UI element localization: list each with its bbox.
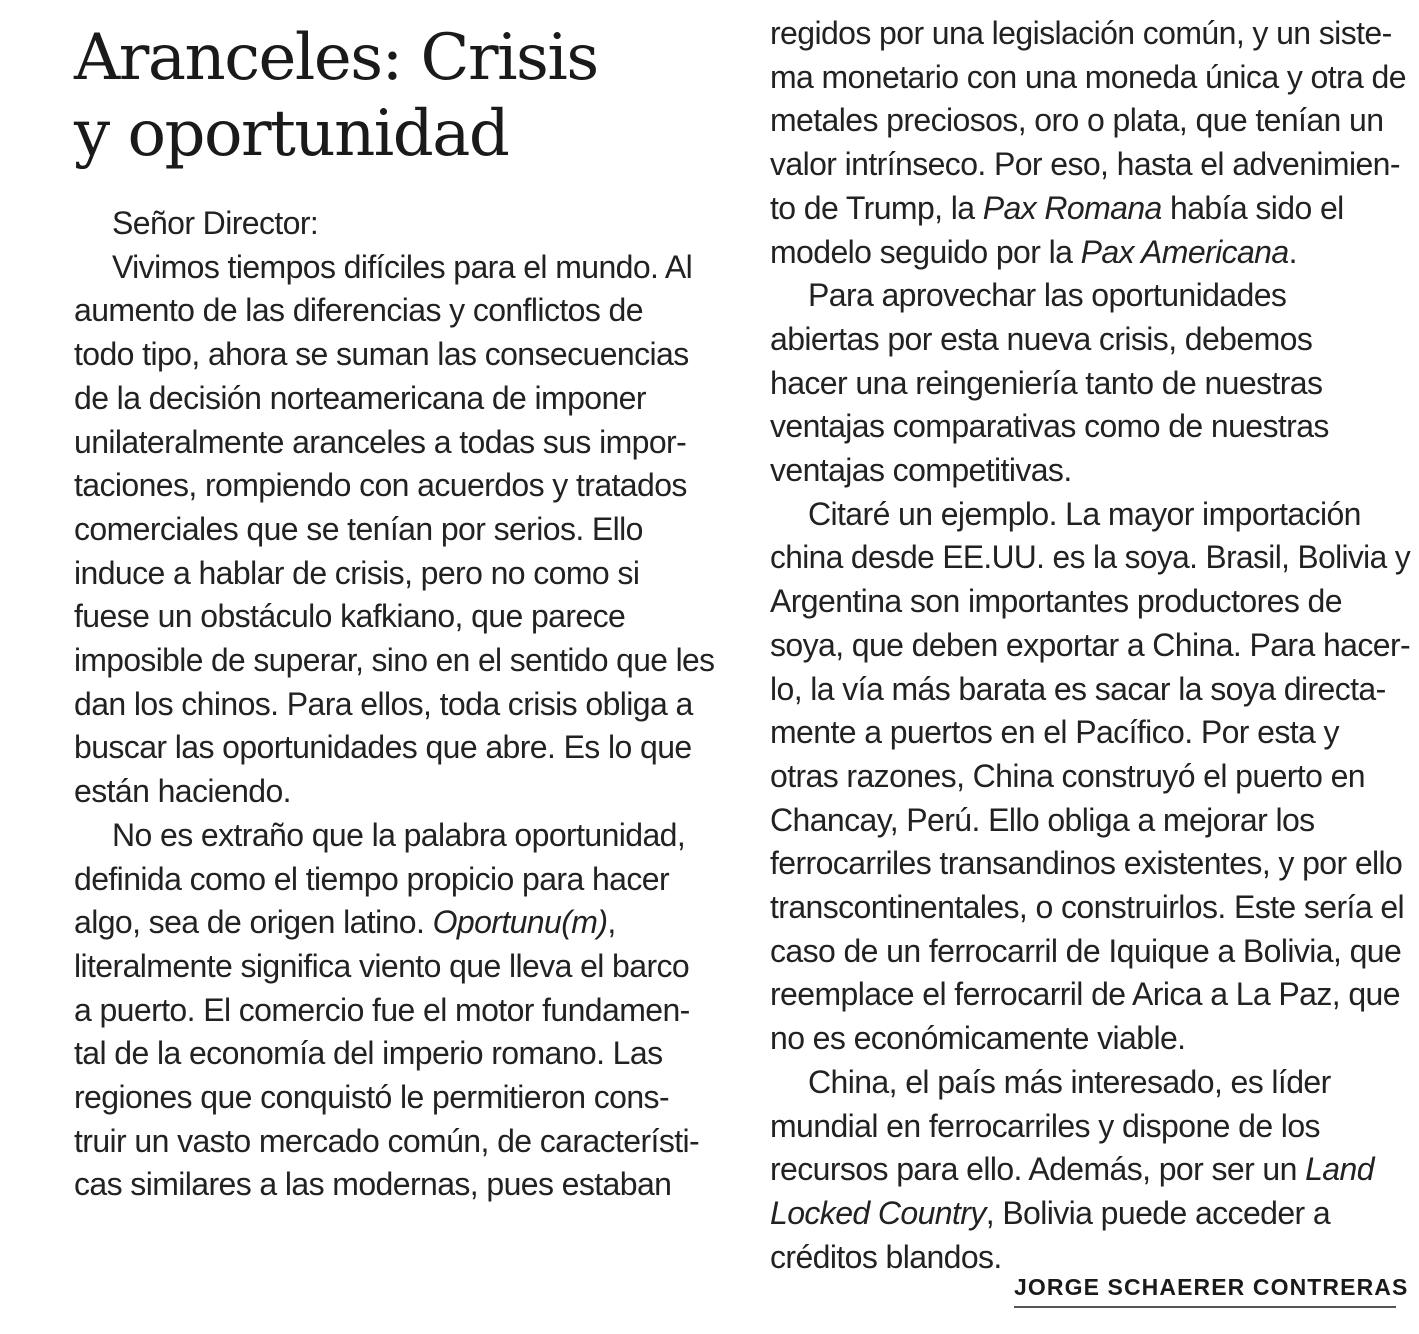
body-text-segment: otras razones, China construyó el puerto en xyxy=(770,757,1365,794)
body-text-segment: de la decisión norteamericana de imponer xyxy=(74,379,646,416)
body-text-line xyxy=(74,989,714,1033)
body-text-segment: Para aprovechar las oportunidades xyxy=(808,277,1287,314)
body-text-segment: fuese un obstáculo kafkiano, que parece xyxy=(74,598,626,635)
body-text-line xyxy=(74,770,714,814)
body-text-segment: recursos para ello. Además, por ser un xyxy=(770,1151,1306,1188)
body-text-line xyxy=(770,886,1410,930)
body-text-segment: , xyxy=(607,904,616,941)
body-text-line xyxy=(74,683,714,727)
body-text-segment: había sido el xyxy=(1161,189,1344,226)
body-text-line xyxy=(770,1236,1410,1280)
body-text-line xyxy=(770,56,1410,100)
body-text-line xyxy=(74,858,714,902)
body-text-line xyxy=(770,973,1410,1017)
body-text-line xyxy=(770,1017,1410,1061)
body-text-line xyxy=(74,1032,714,1076)
body-text-line xyxy=(74,726,714,770)
article-body-left-column xyxy=(74,202,714,1207)
body-text-segment: modelo seguido por la xyxy=(770,233,1081,270)
italic-emphasis: Pax Romana xyxy=(982,189,1162,226)
author-signature: JORGE SCHAERER CONTRERAS xyxy=(1014,1274,1409,1300)
body-text-segment: aumento de las diferencias y conflictos de xyxy=(74,292,643,329)
italic-emphasis: Land xyxy=(1305,1151,1374,1188)
body-text-segment: ventajas competitivas. xyxy=(770,452,1072,489)
body-text-segment: truir un vasto mercado común, de característi- xyxy=(74,1122,700,1159)
body-text-line xyxy=(74,901,714,945)
article-headline xyxy=(74,20,714,172)
body-text-line xyxy=(770,318,1410,362)
body-text-segment: . xyxy=(1288,233,1297,270)
body-text-line xyxy=(770,799,1410,843)
body-text-line xyxy=(770,930,1410,974)
body-text-segment: mente a puertos en el Pacífico. Por esta y xyxy=(770,714,1339,751)
body-text-line xyxy=(770,12,1410,56)
body-text-segment: Citaré un ejemplo. La mayor importación xyxy=(808,495,1361,532)
body-text-line xyxy=(770,231,1410,275)
body-text-segment: Señor Director: xyxy=(112,205,319,241)
body-text-segment: ma monetario con una moneda única y otra de xyxy=(770,58,1406,95)
body-text-segment: regidos por una legislación común, y un siste- xyxy=(770,15,1392,51)
body-text-segment: créditos blandos. xyxy=(770,1238,1002,1275)
body-text-line xyxy=(770,580,1410,624)
body-text-line xyxy=(770,1148,1410,1192)
body-text-segment: están haciendo. xyxy=(74,773,291,810)
body-text-segment: caso de un ferrocarril de Iquique a Bolivia, que xyxy=(770,932,1402,969)
body-text-segment: buscar las oportunidades que abre. Es lo que xyxy=(74,729,692,766)
body-text-segment: dan los chinos. Para ellos, toda crisis obliga a xyxy=(74,685,693,722)
italic-emphasis: Oportunu(m) xyxy=(432,904,608,941)
body-text-segment: Chancay, Perú. Ello obliga a mejorar los xyxy=(770,801,1315,838)
body-text-segment: china desde EE.UU. es la soya. Brasil, Bolivia y xyxy=(770,539,1411,576)
body-text-segment: reemplace el ferrocarril de Arica a La Paz, que xyxy=(770,976,1400,1013)
body-text-line xyxy=(74,508,714,552)
body-text-line xyxy=(74,464,714,508)
body-text-line xyxy=(74,333,714,377)
headline-line-1: Aranceles: Crisis xyxy=(74,21,598,95)
body-text-line xyxy=(74,552,714,596)
body-text-segment: induce a hablar de crisis, pero no como si xyxy=(74,554,640,591)
body-text-line xyxy=(770,624,1410,668)
body-text-line xyxy=(74,639,715,683)
body-text-segment: todo tipo, ahora se suman las consecuencias xyxy=(74,336,689,373)
body-text-segment: No es extraño que la palabra oportunidad, xyxy=(112,816,686,853)
body-text-segment: mundial en ferrocarriles y dispone de los xyxy=(770,1107,1320,1144)
body-text-line xyxy=(770,449,1410,493)
body-text-segment: , Bolivia puede acceder a xyxy=(985,1194,1331,1231)
italic-emphasis: Pax Americana xyxy=(1080,233,1289,270)
body-text-segment: taciones, rompiendo con acuerdos y tratados xyxy=(74,467,687,504)
body-text-segment: tal de la economía del imperio romano. Las xyxy=(74,1035,663,1072)
body-text-segment: abiertas por esta nueva crisis, debemos xyxy=(770,320,1313,357)
signature-divider xyxy=(1014,1306,1396,1308)
body-text-line xyxy=(770,143,1410,187)
body-text-segment: regiones que conquistó le permitieron cons- xyxy=(74,1079,669,1116)
body-text-segment: cas similares a las modernas, pues estaban xyxy=(74,1166,672,1203)
body-text-segment: Vivimos tiempos difíciles para el mundo. Al xyxy=(112,248,693,285)
body-text-line xyxy=(74,814,714,858)
body-text-line xyxy=(770,493,1410,537)
body-text-line xyxy=(74,289,714,333)
body-text-line xyxy=(770,1061,1410,1105)
body-text-line xyxy=(770,405,1410,449)
body-text-line xyxy=(770,187,1410,231)
body-text-segment: imposible de superar, sino en el sentido que les xyxy=(74,642,715,679)
body-text-line xyxy=(74,421,714,465)
body-text-segment: literalmente significa viento que lleva el barco xyxy=(74,947,690,984)
article-body-right-column xyxy=(770,12,1410,1279)
body-text-line xyxy=(74,945,714,989)
body-text-line xyxy=(770,842,1410,886)
body-text-segment: algo, sea de origen latino. xyxy=(74,904,433,941)
body-text-line xyxy=(74,1076,714,1120)
body-text-line xyxy=(74,1163,714,1207)
body-text-segment: China, el país más interesado, es líder xyxy=(808,1063,1331,1100)
body-text-segment: transcontinentales, o construirlos. Este sería el xyxy=(770,889,1405,926)
body-text-line xyxy=(770,711,1410,755)
body-text-line xyxy=(770,274,1410,318)
body-text-line xyxy=(770,755,1410,799)
body-text-line xyxy=(770,1192,1410,1236)
body-text-segment: ventajas comparativas como de nuestras xyxy=(770,408,1329,445)
body-text-line xyxy=(770,536,1411,580)
body-text-segment: definida como el tiempo propicio para hacer xyxy=(74,860,669,897)
body-text-line xyxy=(770,99,1410,143)
italic-emphasis: Locked Country xyxy=(770,1194,986,1231)
body-text-segment: Argentina son importantes productores de xyxy=(770,583,1342,620)
body-text-segment: to de Trump, la xyxy=(770,189,983,226)
body-text-line xyxy=(770,362,1410,406)
body-text-segment: lo, la vía más barata es sacar la soya directa- xyxy=(770,670,1386,707)
body-text-segment: a puerto. El comercio fue el motor fundamen- xyxy=(74,991,690,1028)
headline-line-2: y oportunidad xyxy=(74,97,509,171)
body-text-segment: comerciales que se tenían por serios. Ello xyxy=(74,510,643,547)
body-text-segment: unilateralmente aranceles a todas sus impor- xyxy=(74,423,687,460)
body-text-line xyxy=(74,246,714,290)
body-text-segment: metales preciosos, oro o plata, que tenían un xyxy=(770,102,1384,139)
body-text-line xyxy=(74,202,714,246)
body-text-line xyxy=(74,595,714,639)
body-text-segment: ferrocarriles transandinos existentes, y por ello xyxy=(770,845,1403,882)
body-text-line xyxy=(770,1105,1410,1149)
body-text-segment: soya, que deben exportar a China. Para hacer- xyxy=(770,626,1411,663)
body-text-line xyxy=(770,668,1410,712)
body-text-line xyxy=(74,1120,714,1164)
body-text-segment: valor intrínseco. Por eso, hasta el advenimien- xyxy=(770,146,1400,183)
body-text-line xyxy=(74,377,714,421)
body-text-segment: hacer una reingeniería tanto de nuestras xyxy=(770,364,1323,401)
body-text-segment: no es económicamente viable. xyxy=(770,1020,1186,1057)
